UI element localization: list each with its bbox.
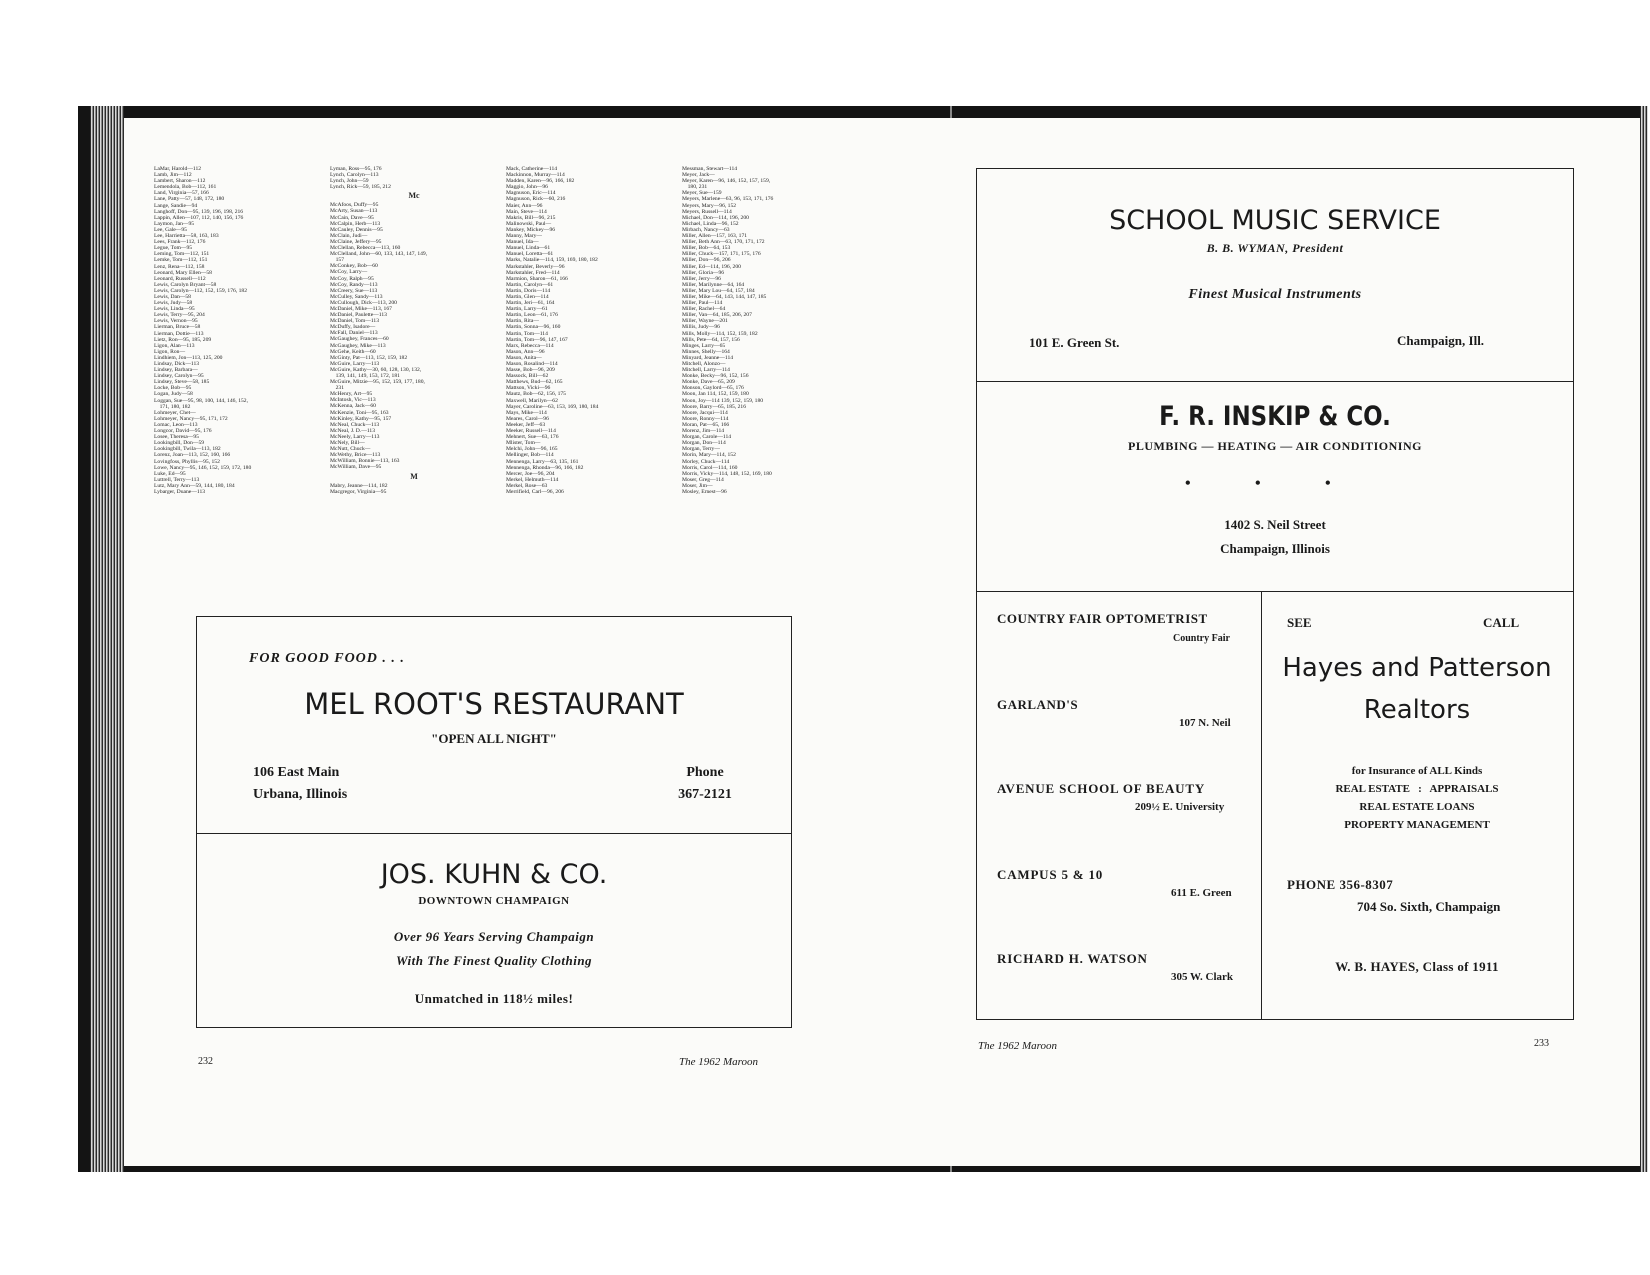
index-entry: Madden, Karen—96, 166, 182 [506, 178, 575, 185]
index-entry: Moser, Greg—114 [682, 476, 724, 483]
index-entry: Meyer, Jack— [682, 172, 715, 179]
index-entry: 171, 180, 182 [154, 403, 191, 410]
index-entry: Main, Steve—114 [506, 208, 547, 215]
index-entry: McGinty, Pat—113, 152, 159, 182 [330, 354, 408, 361]
kuhn-line-1: Over 96 Years Serving Champaign [393, 929, 595, 944]
index-entry: Leming, Tom—112, 151 [154, 251, 210, 258]
index-entry: Marmion, Sharon—61, 166 [506, 275, 568, 282]
kuhn-name: JOS. KUHN & CO. [380, 859, 608, 890]
index-entry: Mlister, Tom— [506, 440, 541, 447]
index-entry: Morgan, Terry— [682, 446, 720, 453]
index-entry: Morenz, Jim—114 [682, 428, 725, 435]
listing-name: RICHARD H. WATSON [997, 951, 1148, 966]
school-music-name: SCHOOL MUSIC SERVICE [1109, 205, 1441, 236]
index-entry: Miller, Ed—114, 196, 200 [682, 263, 741, 270]
index-entry: Loggan, Sue—95, 98, 100, 144, 146, 152, [154, 397, 249, 404]
index-entry: Manny, Mary— [506, 233, 542, 240]
hayes-address: 704 So. Sixth, Champaign [1357, 899, 1501, 914]
school-music-tagline: Finest Musical Instruments [1188, 287, 1362, 302]
index-entry: McDaniel, Tom—113 [330, 318, 380, 325]
index-entry: Lewis, Vernon—95 [154, 318, 198, 325]
index-entry: Mosley, Ernest—96 [682, 488, 727, 495]
index-entry: Mitchell, Alonzo— [682, 361, 726, 367]
index-entry: Mellinger, Bob—114 [506, 452, 554, 459]
index-entry: Meyers, Marlene—63, 96, 153, 171, 176 [682, 196, 774, 203]
index-entry: Lambert, Sharon—112 [154, 178, 206, 185]
index-entry: Lee, Gale—95 [154, 226, 187, 233]
index-entry: Mankey, Mickey—96 [506, 226, 556, 233]
index-entry: Ligon, Alan—113 [154, 342, 195, 349]
index-entry: Magnuson, Rick—60, 216 [506, 196, 566, 203]
left-page [124, 118, 952, 1166]
index-entry: McNely, Bill— [330, 440, 365, 447]
index-entry: Lookingbill, Twila—113, 182 [154, 446, 221, 453]
hayes-name-2: Realtors [1363, 695, 1471, 725]
listing-detail: 611 E. Green [1171, 887, 1232, 899]
index-entry: Laymon, Jan—95 [154, 220, 195, 227]
index-entry: McCain, Dave—95 [330, 214, 374, 221]
index-entry: Martin, Larry—61 [506, 306, 548, 313]
index-entry: Miller, Chuck—157, 171, 175, 176 [682, 251, 761, 258]
index-entry: Lyman, Ross—95, 176 [330, 166, 382, 172]
inskip-street: 1402 S. Neil Street [1224, 517, 1326, 532]
kuhn-line-3: Unmatched in 118½ miles! [414, 991, 574, 1006]
index-entry: Lookingbill, Don—59 [154, 440, 205, 447]
index-entry: Miller, Allen—157, 163, 171 [682, 233, 748, 240]
left-page-edges [90, 106, 124, 1172]
index-entry: Lindhiem, Jon—113, 125, 200 [154, 354, 223, 361]
mel-root-address-2: Urbana, Illinois [253, 787, 348, 802]
index-entry: McDaniel, Mike—113, 167 [330, 305, 392, 312]
index-entry: McNeely, Larry—113 [330, 433, 380, 440]
index-entry: Maggio, John—96 [506, 184, 548, 191]
inskip-bullet-3: • [1325, 475, 1331, 492]
index-entry: Morgan, Carole—114 [682, 434, 732, 441]
index-entry: Morris, Vicky—114, 148, 152, 169, 180 [682, 470, 772, 477]
index-entry: Macgregor, Virginia—95 [330, 488, 387, 495]
index-entry: LaMar, Harold—112 [154, 166, 202, 172]
listing-name: CAMPUS 5 & 10 [997, 867, 1104, 882]
index-entry: Locke, Bob—95 [154, 385, 192, 392]
index-entry: Lutz, Mary Ann—59, 144, 180, 184 [154, 482, 235, 489]
index-entry: Marx, Rebecca—114 [506, 342, 554, 349]
index-entry: Mack, Catherine—114 [506, 166, 558, 172]
index-entry: Lohmeyer, Chet— [154, 409, 196, 416]
index-entry: Lewis, Dan—58 [154, 293, 191, 300]
school-music-president: B. B. WYMAN, President [1206, 241, 1344, 255]
index-entry: McWilliam, Bonnie—113, 163 [330, 458, 400, 465]
index-entry: Merkel, Rose—63 [506, 482, 548, 489]
index-entry: Longcor, David—95, 176 [154, 428, 212, 435]
index-entry: Malinowski, Paul— [506, 220, 552, 227]
index-entry: Manuel, Ida— [506, 239, 539, 246]
index-entry: Lindsay, Dick—113 [154, 361, 200, 367]
index-entry: McAfoos, Duffy—95 [330, 202, 379, 209]
index-column-3 [506, 166, 674, 495]
index-entry: McCoy, Randy—113 [330, 281, 378, 288]
index-entry: McGuire, Larry—113 [330, 360, 380, 367]
index-entry: Martin, Doris—114 [506, 287, 551, 294]
index-entry: Lietz, Ron—95, 185, 209 [154, 336, 212, 343]
ad-divider-2 [977, 591, 1573, 592]
index-entry: Mason, Ann—96 [506, 348, 545, 355]
inskip-bullet-1: • [1185, 475, 1191, 492]
index-entry: Martin, Sonna—96, 160 [506, 324, 561, 331]
listing-name: AVENUE SCHOOL OF BEAUTY [997, 781, 1206, 796]
index-entry: Martin, Rita— [506, 318, 539, 325]
index-entry: McWilliam, Dave—95 [330, 464, 382, 471]
index-entry: McDaniel, Paulette—113 [330, 312, 387, 319]
index-entry: McConkey, Bob—60 [330, 263, 378, 270]
inskip-city: Champaign, Illinois [1220, 541, 1330, 556]
index-entry: Michael, Don—114, 196, 200 [682, 214, 749, 221]
index-entry: Meares, Carol—96 [506, 415, 549, 422]
index-entry: Morley, Chuck—114 [682, 458, 730, 465]
index-entry: Miller, Van—64, 185, 206, 207 [682, 312, 752, 319]
index-entry: McKinley, Kathy—95, 157 [330, 415, 392, 422]
index-entry: McWethy, Brice—113 [330, 452, 381, 459]
index-entry: Monke, Becky—96, 152, 156 [682, 373, 749, 380]
index-entry: Lorenz, Joan—113, 152, 160, 166 [154, 452, 231, 459]
index-entry: Mays, Mike—114 [506, 409, 547, 416]
index-entry: Lewis, Judy—58 [154, 300, 193, 307]
index-entry: Miller, Jerry—96 [682, 275, 721, 282]
index-entry: Moon, Joy—114 139, 152, 159, 180 [682, 397, 764, 404]
index-entry: 231 [330, 385, 344, 392]
index-entry: Lomac, Leon—113 [154, 421, 198, 428]
index-entry: Lewis, Linda—95 [154, 306, 195, 313]
index-section-heading: Mc [408, 191, 420, 201]
index-column-2 [330, 166, 498, 495]
page-number-right: 233 [1534, 1038, 1549, 1049]
index-entry: Lemendola, Bob—112, 161 [154, 184, 217, 191]
index-entry: Mills, Pete—64, 157, 156 [682, 336, 740, 343]
index-entry: Minges, Larry—65 [682, 342, 726, 349]
index-entry: Martin, Carolyn—61 [506, 281, 554, 288]
index-entry: Mattson, Vicki—96 [506, 385, 551, 392]
index-entry: Meyers, Mary—96, 152 [682, 202, 737, 209]
index-entry: Lierman, Dottie—113 [154, 330, 204, 337]
index-entry: Luke, Ed—95 [154, 470, 186, 477]
index-entry: Lynch, John—59 [330, 178, 369, 185]
page-number-left: 232 [198, 1056, 213, 1067]
mel-root-tagline: FOR GOOD FOOD . . . [249, 651, 405, 666]
index-entry: McNeal, J. D.—113 [330, 427, 376, 434]
index-entry: Miller, Mike—64, 143, 144, 147, 185 [682, 293, 767, 300]
hayes-service-3: PROPERTY MANAGEMENT [1344, 819, 1490, 831]
hayes-insurance: for Insurance of ALL Kinds [1351, 765, 1483, 777]
index-entry: Mitchell, Larry—114 [682, 367, 730, 374]
mel-root-name: MEL ROOT'S RESTAURANT [304, 687, 684, 721]
index-entry: Lynch, Carolyn—113 [330, 172, 379, 179]
index-entry: Lindsey, Steve—58, 185 [154, 379, 210, 386]
index-entry: McHenry, Art—95 [330, 391, 373, 398]
index-entry: Lewis, Terry—95, 204 [154, 312, 205, 319]
index-entry: Miller, Paul—114 [682, 300, 723, 307]
index-entry: Miller, Beth Ann—63, 170, 171, 172 [682, 239, 765, 246]
index-entry: McGaughey, Frances—60 [330, 336, 389, 343]
index-entry: Lee, Harrietta—58, 163, 183 [154, 233, 219, 240]
school-music-address: 101 E. Green St. [1029, 335, 1120, 350]
index-entry: Losee, Theresa—95 [154, 434, 199, 441]
index-entry: Lane, Patty—57, 148, 172, 180 [154, 196, 225, 203]
index-entry: McCoy, Ralph—95 [330, 275, 374, 282]
index-entry: Lange, Sandie—94 [154, 202, 198, 209]
mel-root-address-1: 106 East Main [253, 765, 340, 780]
index-entry: McKenzie, Toni—95, 163 [330, 409, 389, 416]
index-entry: 180, 231 [682, 184, 708, 191]
mel-root-slogan: "OPEN ALL NIGHT" [431, 731, 557, 746]
hayes-contact: W. B. HAYES, Class of 1911 [1335, 959, 1499, 974]
index-entry: Miller, Don—96, 206 [682, 257, 731, 264]
index-entry: Martin, Glen—114 [506, 293, 549, 300]
index-entry: Moser, Jim— [682, 482, 713, 489]
mel-root-phone-label: Phone [686, 765, 724, 780]
index-entry: McClain, Judi— [330, 232, 368, 239]
footer-left: The 1962 Maroon [679, 1056, 759, 1068]
index-entry: Leonard, Mary Ellen—58 [154, 269, 212, 276]
listing-detail: 305 W. Clark [1171, 971, 1234, 983]
index-entry: Miller, Gloria—96 [682, 269, 725, 276]
index-entry: Mehnert, Sue—63, 176 [506, 434, 559, 441]
index-entry: Magnuson, Eric—114 [506, 190, 556, 197]
index-entry: Mills, Molly—114, 152, 159, 182 [682, 330, 758, 337]
index-entry: Mason, Rosalind—114 [506, 361, 558, 367]
index-entry: Leonard, Russell—112 [154, 275, 206, 282]
index-entry: Mercer, Joe—96, 204 [506, 470, 555, 477]
index-entry: Lewis, Carolyn—112, 152, 159, 176, 182 [154, 287, 248, 294]
index-entry: McCreery, Sue—113 [330, 287, 378, 294]
index-entry: Miller, Rachel—64 [682, 306, 726, 313]
hayes-service-2: REAL ESTATE LOANS [1359, 801, 1475, 813]
index-entry: Meeker, Russell—114 [506, 428, 556, 435]
index-entry: Moore, Barry—65, 185, 216 [682, 403, 747, 410]
index-entry: McGaughey, Mike—113 [330, 342, 386, 349]
listing-name: GARLAND'S [997, 697, 1079, 712]
index-entry: Lynch, Rick—59, 185, 212 [330, 184, 391, 191]
index-entry: Lybarger, Duane—113 [154, 488, 206, 495]
kuhn-line-2: With The Finest Quality Clothing [395, 953, 593, 968]
index-entry: 139, 141, 149, 153, 172, 181 [330, 373, 400, 379]
index-entry: Markstahler, Fred—114 [506, 269, 560, 276]
index-entry: Markstahler, Beverly—96 [506, 263, 565, 270]
index-entry: Luttrell, Terry—113 [154, 476, 200, 483]
index-entry: Masse, Bob—96, 209 [506, 367, 555, 374]
index-entry: Mabry, Jeanne—114, 182 [330, 482, 388, 489]
listing-detail: Country Fair [1173, 633, 1230, 644]
ad-divider [197, 833, 791, 834]
index-entry: McIntosh, Vic—113 [330, 397, 376, 404]
index-entry: McKenna, Jack—60 [330, 403, 376, 410]
index-entry: Morgan, Don—114 [682, 440, 726, 447]
index-entry: Matthews, Bud—62, 165 [506, 379, 563, 386]
index-entry: Langhoff, Don—95, 139, 196, 198, 216 [154, 208, 244, 215]
index-entry: Morin, Mary—114, 152 [682, 452, 736, 459]
index-entry: Mirbach, Nancy—63 [682, 226, 730, 233]
hayes-call: CALL [1483, 615, 1520, 630]
index-entry: Legue, Tom—95 [154, 245, 193, 252]
hayes-service-1: REAL ESTATE : APPRAISALS [1335, 783, 1499, 795]
index-section-heading: M [410, 471, 418, 481]
index-entry: McClaine, Jeffery—95 [330, 238, 382, 245]
index-entry: Lindsey, Carolyn—95 [154, 373, 204, 380]
index-entry: Moore, Ronny—114 [682, 415, 729, 422]
listing-detail: 209½ E. University [1135, 801, 1225, 813]
index-entry: Martin, Tom—114 [506, 330, 548, 337]
yearbook-spread [78, 106, 1648, 1172]
index-entry: Melchi, John—96, 165 [506, 446, 558, 453]
index-entry: Lovingfoss, Phyllis—95, 152 [154, 458, 220, 465]
index-entry: Ligon, Ron— [154, 348, 186, 355]
index-entry: Manuel, Loretta—61 [506, 251, 554, 258]
index-entry: McCauley, Dennis—95 [330, 226, 383, 233]
index-entry: Lamb, Jim—112 [154, 172, 192, 179]
index-entry: Minyard, Jeanne—114 [682, 354, 734, 361]
index-entry: Lappin, Allen—107, 112, 140, 156, 176 [154, 214, 244, 221]
index-entry: Moran, Pat—65, 166 [682, 421, 730, 428]
index-entry: Mautz, Bob—62, 156, 175 [506, 391, 566, 398]
index-entry: Martin, Jeri—61, 164 [506, 300, 555, 307]
index-entry: McCulley, Sandy—113 [330, 293, 383, 300]
index-entry: Meyer, Karen—96, 146, 152, 157, 159, [682, 178, 771, 185]
index-entry: Martin, Tom—96, 147, 167 [506, 336, 568, 343]
kuhn-location: DOWNTOWN CHAMPAIGN [418, 895, 570, 907]
index-entry: Moon, Jan 114, 152, 159, 180 [682, 391, 749, 398]
index-entry: McNeal, Chuck—113 [330, 421, 380, 428]
index-entry: Mayer, Caroline—63, 153, 169, 180, 184 [506, 403, 599, 410]
index-entry: McFall, Daniel—113 [330, 330, 378, 337]
inskip-name: F. R. INSKIP & CO. [1159, 401, 1391, 432]
index-entry: Martin, Leon—61, 176 [506, 312, 558, 319]
index-entry: McCullough, Dick—113, 200 [330, 299, 397, 306]
mel-root-phone: 367-2121 [678, 787, 732, 802]
index-entry: Millis, Judy—96 [682, 324, 720, 331]
index-entry: Lohmeyer, Nancy—95, 171, 172 [154, 415, 228, 422]
index-entry: Manuel, Linda—61 [506, 245, 551, 252]
index-entry: Morris, Carol—114, 160 [682, 464, 738, 471]
index-entry: Moore, Jacqui—114 [682, 409, 728, 416]
index-entry: Miller, Bob—64, 153 [682, 245, 731, 252]
index-entry: Lees, Frank—112, 176 [154, 239, 206, 246]
index-entry: McGehe, Keith—60 [330, 348, 376, 355]
index-entry: Marks, Natalie—114, 159, 169, 180, 182 [506, 257, 598, 264]
right-page [940, 118, 1640, 1166]
index-entry: Minnes, Shelly—164 [682, 348, 730, 355]
index-entry: McClellan, Rebecca—113, 160 [330, 245, 401, 252]
index-entry: Michael, Linda—96, 152 [682, 220, 739, 227]
index-entry: Merrifield, Carl—96, 206 [506, 488, 564, 495]
hayes-name-1: Hayes and Patterson [1282, 653, 1552, 683]
name-index [154, 166, 854, 495]
right-page-edges [1640, 106, 1648, 1172]
index-entry: Massock, Bill—62 [506, 373, 549, 380]
index-entry: Mason, Anita— [506, 354, 542, 361]
index-entry: McCalpin, Herb—113 [330, 220, 381, 227]
index-entry: Messman, Stewart—114 [682, 166, 738, 172]
index-entry: Meyers, Russell—114 [682, 208, 732, 215]
index-entry: Maxwell, Marilyn—62 [506, 397, 558, 404]
footer-right: The 1962 Maroon [978, 1040, 1058, 1052]
index-entry: Meeker, Jeff—63 [506, 421, 546, 428]
index-entry: McClelland, John—60, 133, 143, 147, 149, [330, 251, 428, 258]
index-entry: McDuffy, Isadore— [330, 324, 376, 331]
index-entry: Miller, Marilynne—64, 164 [682, 281, 745, 288]
ad-divider-1 [977, 381, 1573, 382]
index-entry: Makris, Bill—96, 215 [506, 214, 556, 221]
index-entry: Lindsey, Barbara— [154, 367, 198, 374]
index-entry: 157 [330, 257, 344, 264]
index-entry: Monke, Dave—65, 209 [682, 379, 735, 386]
index-entry: Lewis, Carolyn Bryant—58 [154, 281, 217, 288]
index-entry: Logan, Judy—58 [154, 391, 193, 398]
index-entry: Lenz, Rena—112, 158 [154, 263, 205, 270]
index-entry: Meyer, Sue—159 [682, 190, 722, 197]
school-music-city: Champaign, Ill. [1397, 333, 1485, 348]
index-entry: Merkel, Helmuth—114 [506, 476, 559, 483]
right-ad-frame [976, 168, 1574, 1020]
index-entry: Mennenga, Larry—63, 135, 161 [506, 458, 579, 465]
listing-name: COUNTRY FAIR OPTOMETRIST [997, 611, 1208, 626]
index-entry: Lemke, Tom—112, 151 [154, 257, 208, 264]
index-column-1 [154, 166, 322, 495]
index-entry: Lowe, Nancy—95, 146, 152, 159, 172, 180 [154, 464, 252, 471]
index-entry: Land, Virginia—57, 166 [154, 190, 209, 197]
index-entry: Lierman, Bruce—58 [154, 324, 201, 331]
index-entry: McArty, Susan—113 [330, 208, 378, 215]
index-entry: McGuire, Mitzie—95, 152, 159, 177, 180, [330, 379, 425, 386]
index-entry: McCoy, Larry— [330, 269, 368, 276]
index-entry: Monson, Gaylord—65, 176 [682, 385, 744, 392]
inskip-services: PLUMBING — HEATING — AIR CONDITIONING [1128, 439, 1422, 453]
index-entry: McNutt, Chuck— [330, 446, 371, 453]
index-entry: Miller, Mary Lou—64, 157, 184 [682, 287, 755, 294]
index-entry: Miller, Wayne—201 [682, 318, 728, 325]
index-entry: Mennenga, Rhonda—96, 166, 182 [506, 464, 584, 471]
inskip-bullet-2: • [1255, 475, 1261, 492]
index-entry: Maier, Ann—96 [506, 202, 543, 209]
mel-root-ad [196, 616, 792, 1028]
index-entry: McGuire, Kathy—30, 60, 128, 130, 132, [330, 366, 422, 373]
hayes-phone: PHONE 356-8307 [1287, 877, 1394, 892]
listing-detail: 107 N. Neil [1179, 717, 1231, 729]
index-entry: Mackinnon, Murray—114 [506, 172, 565, 179]
index-column-4 [682, 166, 850, 495]
hayes-see: SEE [1287, 615, 1312, 630]
